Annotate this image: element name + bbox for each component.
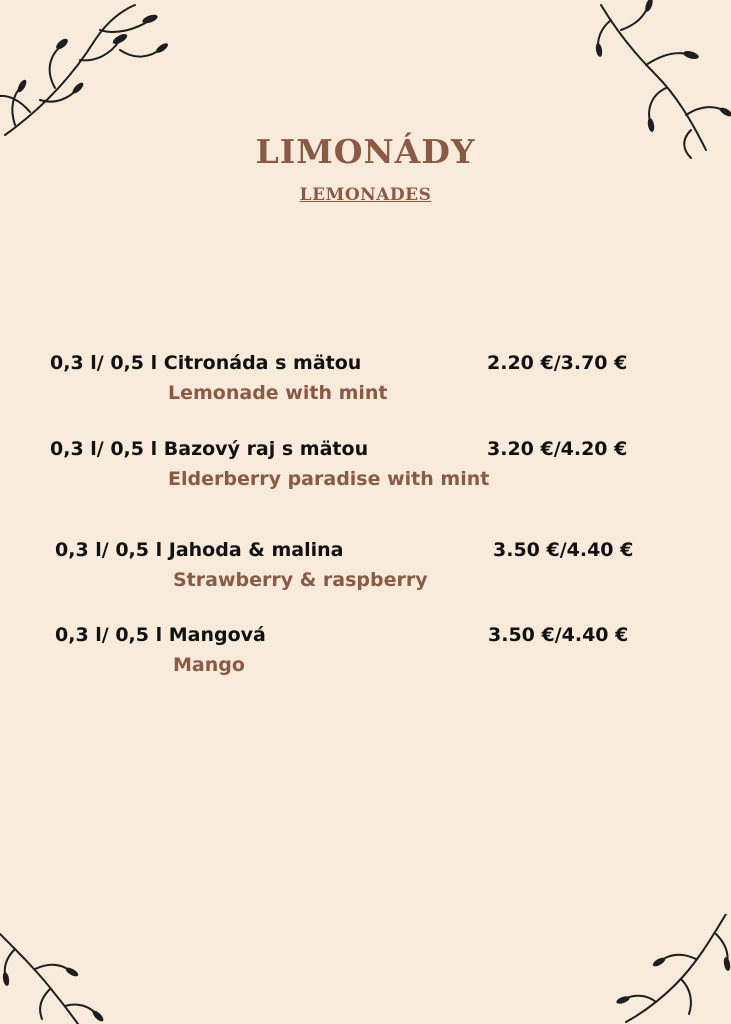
item-price: 3.20 €/4.20 €	[487, 438, 628, 460]
item-name: Bazový raj s mätou	[163, 438, 369, 460]
item-english-name: Mango	[173, 654, 245, 676]
item-price: 3.50 €/4.40 €	[488, 624, 629, 646]
menu-item	[50, 352, 388, 404]
item-sizes: 0,3 l/ 0,5 l	[55, 624, 163, 646]
floral-ornament-icon	[611, 914, 731, 1024]
item-english-name: Strawberry & raspberry	[173, 569, 428, 591]
page-title: LIMONÁDY	[255, 132, 476, 171]
item-price: 3.50 €/4.40 €	[493, 539, 634, 561]
item-english-name: Elderberry paradise with mint	[168, 468, 490, 490]
item-name: Jahoda & malina	[168, 539, 344, 561]
item-english-name: Lemonade with mint	[168, 382, 388, 404]
floral-ornament-icon	[0, 924, 110, 1024]
menu-item	[50, 438, 490, 490]
item-sizes: 0,3 l/ 0,5 l	[50, 352, 158, 374]
page-subtitle: LEMONADES	[299, 185, 432, 205]
menu-item	[55, 539, 428, 591]
item-name: Citronáda s mätou	[163, 352, 362, 374]
item-price: 2.20 €/3.70 €	[487, 352, 628, 374]
item-sizes: 0,3 l/ 0,5 l	[55, 539, 163, 561]
floral-ornament-icon	[0, 0, 170, 150]
menu-item	[55, 624, 266, 676]
item-sizes: 0,3 l/ 0,5 l	[50, 438, 158, 460]
item-name: Mangová	[168, 624, 266, 646]
